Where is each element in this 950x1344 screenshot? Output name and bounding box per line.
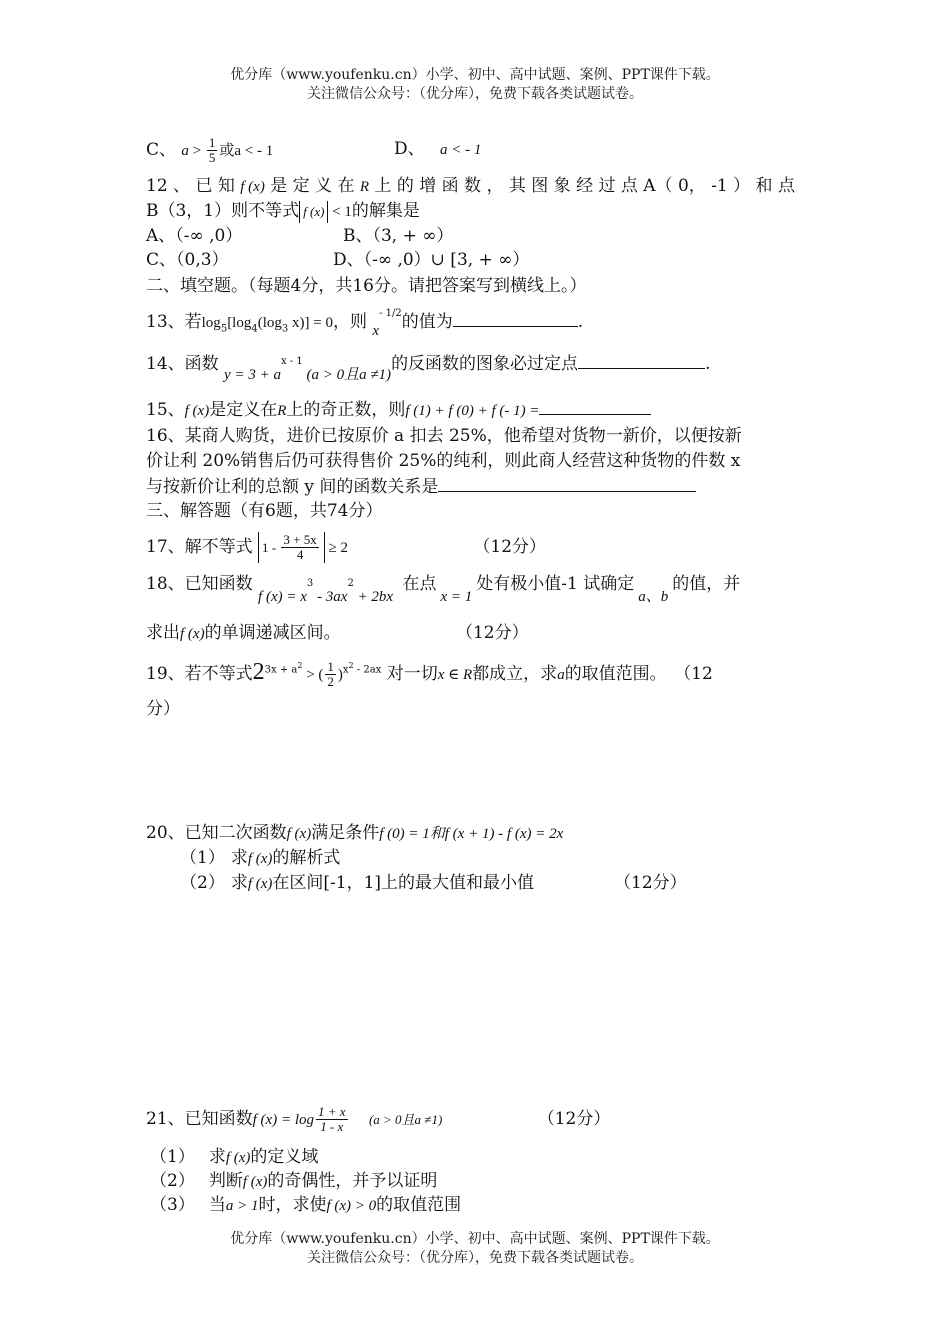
q12-line-2: B（3，1）则不等式 f (x) < 1的解集是: [146, 201, 420, 221]
q16-line-2: 价让利 20%销售后仍可获得售价 25%的纯利，则此商人经营这种货物的件数 x: [146, 451, 741, 471]
q20-line-1: 20、已知二次函数f (x)满足条件f (0) = 1和f (x + 1) - f (x) = 2x: [146, 823, 564, 843]
q20-part-2: （2） 求f (x)在区间[-1，1]上的最大值和最小值 （12分）: [180, 873, 687, 893]
footer-line-1: 优分库（www.youfenku.cn）小学、初中、高中试题、案例、PPT课件下载。: [230, 1231, 720, 1247]
q11-option-c: C、 a > $\frac{1}{5}$ 或a < - 1: [146, 135, 274, 165]
question-17: 17、解不等式 1 - $\frac{3 + 5x}{4}$ ≥ 2 （12分）: [146, 532, 547, 562]
q11-option-d: D、 a < - 1: [394, 139, 482, 159]
question-14: 14、函数 $y = 3 + a^{x - 1}$ (a > 0且a ≠1)的反函数的图象必过定点 .: [146, 354, 711, 383]
q12-option-c: C、（0,3）: [146, 250, 229, 270]
section-3-title: 三、解答题（有6题，共74分）: [146, 501, 383, 521]
question-15: 15、f (x)是定义在R上的奇正数，则f (1) + f (0) + f (- 1) =: [146, 398, 651, 422]
header-line-1: 优分库（www.youfenku.cn）小学、初中、高中试题、案例、PPT课件下载。: [230, 67, 720, 83]
q12-option-d: D、（-∞ ,0）∪ [3, + ∞）: [333, 250, 530, 270]
q21-line-1: 21、已知函数f (x) = log $\frac{1 + x}{1 - x}$ (a > 0且a ≠1) （12分）: [146, 1104, 611, 1134]
answer-blank: [539, 398, 651, 415]
question-13: 13、若$\log_5[\log_4(\log_3$ x)] = 0，则 $x^{- 1/2}$的值为 .: [146, 308, 584, 339]
q12-line-1: 12 、 已 知 f (x) 是 定 义 在 R 上 的 增 函 数 ， 其 图 象 经 过 点 A（ 0， -1 ） 和 点: [146, 176, 795, 196]
footer-line-2: 关注微信公众号：（优分库），免费下载各类试题试卷。: [307, 1250, 643, 1266]
q16-line-3: 与按新价让利的总额 y 间的函数关系是: [146, 475, 696, 498]
q20-part-1: （1） 求f (x)的解析式: [180, 848, 341, 868]
answer-blank: [453, 310, 578, 327]
q16-line-1: 16、某商人购货，进价已按原价 a 扣去 25%，他希望对货物一新价，以便按新: [146, 426, 742, 446]
q18-line-2: 求出f (x)的单调递减区间。 （12分）: [146, 623, 529, 643]
q21-part-1: （1） 求f (x)的定义域: [150, 1147, 319, 1167]
header-line-2: 关注微信公众号：（优分库），免费下载各类试题试卷。: [307, 86, 643, 102]
q12-option-b: B、（3, + ∞）: [343, 226, 454, 246]
q21-part-2: （2） 判断f (x)的奇偶性，并予以证明: [150, 1171, 438, 1191]
q19-line-2: 分）: [146, 699, 180, 719]
absolute-value-expression: 1 - $\frac{3 + 5x}{4}$: [258, 532, 325, 563]
q18-line-1: 18、已知函数 f $(x) = x^3 - 3ax^2 + 2bx$ 在点x = 1处有极小值-1 试确定a、b的值，并: [146, 574, 741, 605]
q19-line-1: 19、若不等式$2^{3x + a2}$ > ( $\frac{1}{2}$ )$^{x2}$ $^{- 2ax}$ 对一切x ∈ R都成立，求a的取值范围。 （12: [146, 659, 713, 689]
q12-option-a: A、（-∞ ,0）: [146, 226, 243, 246]
page-header: [0, 66, 950, 104]
section-2-title: 二、填空题。（每题4分，共16分。请把答案写到横线上。）: [146, 276, 587, 296]
q21-part-3: （3） 当a > 1时，求使f (x) > 0的取值范围: [150, 1195, 462, 1215]
fraction-one-fifth: $\frac{1}{5}$: [208, 135, 216, 165]
answer-blank: [438, 475, 696, 492]
page-footer: [0, 1230, 950, 1268]
answer-blank: [578, 352, 705, 369]
